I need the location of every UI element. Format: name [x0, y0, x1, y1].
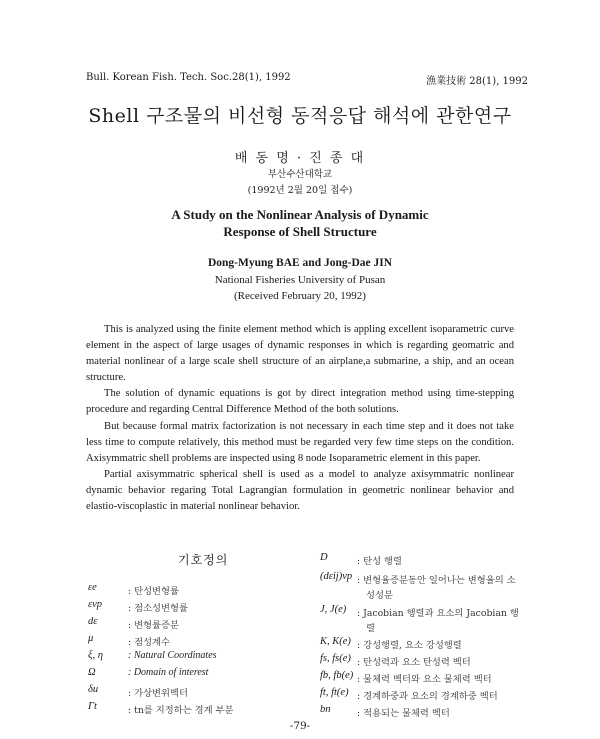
symbol-definition: : 변형율증분동안 일어나는 변형율의 소 [357, 575, 516, 586]
symbol: ft, ft(e) [320, 687, 349, 698]
page-number: -79- [289, 720, 311, 732]
symbol-definition: : 가상변위벡터 [128, 688, 188, 699]
symbol-definition: : 탄성력과 요소 탄성력 벡터 [357, 657, 471, 668]
abstract-paragraph: The solution of dynamic equations is got by direct integration method using time-stepping procedure and regarding Central Difference Method of the both solutions. [86, 388, 514, 416]
symbol-definition: : 강성행렬, 요소 강성행렬 [357, 640, 462, 651]
symbol: ξ, η [88, 650, 103, 661]
symbol-definition: : 물체력 벡터와 요소 물체력 벡터 [357, 674, 492, 685]
korean-title: Shell 구조물의 비선형 동적응답 해석에 관한연구 [88, 105, 512, 127]
journal-header-left: Bull. Korean Fish. Tech. Soc.28(1), 1992 [86, 72, 291, 83]
symbol: Ω [88, 667, 96, 678]
symbol-definition: : 경계하중과 요소의 경계하중 벡터 [357, 691, 498, 702]
symbol: D [320, 552, 328, 563]
symbol: fs, fs(e) [320, 653, 351, 664]
english-received-date: (Received February 20, 1992) [234, 290, 366, 302]
abstract-paragraph: But because formal matrix factorization is not necessary in each time step and it does not take less time to compute relatively, this method must be regarded very few time steps on the condition. Axisymmatric shell problems are inspected using 8 node Isoparametric element in this paper. [86, 420, 514, 464]
symbol: bn [320, 704, 331, 715]
symbol: Γt [88, 701, 97, 712]
english-affiliation: National Fisheries University of Pusan [214, 274, 386, 286]
symbol-definition: : 점소성변형률 [128, 603, 188, 614]
symbol-definition: : tn를 지정하는 경계 부분 [128, 705, 234, 716]
abstract [86, 322, 514, 515]
symbol-definition: : Jacobian 행렬과 요소의 Jacobian 행 [357, 608, 519, 619]
symbol-definition: : 탄성변형률 [128, 586, 179, 597]
symbol-definition: : 변형률증분 [128, 620, 179, 631]
symbol: δu [88, 684, 99, 695]
korean-received-date: (1992년 2월 20일 접수) [247, 185, 353, 196]
abstract-paragraph: This is analyzed using the finite element method which is appling excellent isoparametric curve element in the aspect of large usages of dynamic responses in which is regarding geomatric and material nonlinear of a large scale shell structure of an airplane,a submarine, a ship, and an ocean structure. [86, 324, 514, 384]
symbol-definition-continuation: 렬 [366, 623, 375, 634]
symbol-definition: : 탄성 행렬 [357, 556, 402, 567]
abstract-paragraph: Partial axisymmatric spherical shell is used as a model to analyze axisymmatric nonlinear dynamic behavior regaring Total Lagrangian formulation in geometric nonlinear behavior and elastio-viscoplastic in material nonlinear behavior. [86, 468, 514, 513]
symbols-heading: 기호정의 [178, 553, 229, 567]
symbol: dε [88, 616, 98, 627]
english-title-line1: A Study on the Nonlinear Analysis of Dynamic [171, 207, 429, 222]
journal-header-right: 漁業技術 28(1), 1992 [426, 76, 528, 87]
korean-affiliation: 부산수산대학교 [267, 169, 333, 180]
symbol-definition-continuation: 성성분 [366, 590, 393, 601]
symbol-definition: : 점성계수 [128, 637, 171, 648]
english-title-line2: Response of Shell Structure [223, 224, 377, 239]
symbol-definition: : Natural Coordinates [128, 650, 217, 661]
symbol: μ [88, 633, 94, 644]
symbol: (dεij)vp [320, 571, 353, 582]
english-authors: Dong-Myung BAE and Jong-Dae JIN [207, 257, 393, 269]
symbol: εvp [88, 599, 103, 610]
symbol-definition: : 적용되는 물체력 벡터 [357, 708, 450, 719]
korean-authors: 배 동 명 · 진 종 대 [234, 151, 366, 166]
symbol: J, J(e) [320, 604, 347, 615]
symbol: fb, fb(e) [320, 670, 354, 681]
symbol: εe [88, 582, 97, 593]
symbol: K, K(e) [320, 636, 351, 647]
symbol-definition: : Domain of interest [128, 667, 209, 678]
